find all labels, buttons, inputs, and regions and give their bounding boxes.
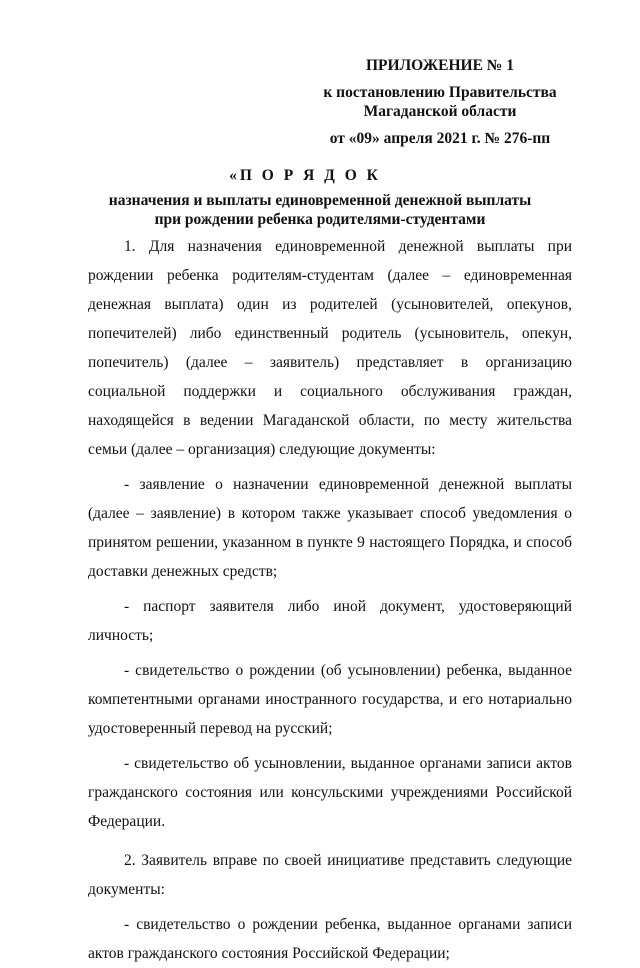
paragraph-7: - свидетельство о рождении ребенка, выданное органами записи актов гражданского состояния Российской Федерации; — [88, 916, 572, 962]
appendix-line-1: к постановлению Правительства — [323, 84, 557, 101]
appendix-line-2: Магаданской области — [363, 103, 517, 120]
appendix-header — [300, 56, 580, 148]
document-body — [88, 232, 572, 968]
paragraph-5: - свидетельство об усыновлении, выданное органами записи актов гражданского состояния или консульскими учреждениями Российской Федерации. — [88, 755, 572, 830]
paragraph-6: 2. Заявитель вправе по своей инициативе представить следующие документы: — [88, 852, 572, 898]
appendix-number: ПРИЛОЖЕНИЕ № 1 — [366, 57, 514, 74]
paragraph-3: - паспорт заявителя либо иной документ, удостоверяющий личность; — [88, 598, 572, 644]
appendix-date-line: от «09» апреля 2021 г. № 276-пп — [329, 130, 551, 147]
title-line-2: при рождении ребенка родителями-студентами — [154, 211, 486, 228]
title-heading: «П О Р Я Д О К — [229, 167, 381, 184]
document-title — [60, 166, 580, 229]
paragraph-4: - свидетельство о рождении (об усыновлении) ребенка, выданное компетентными органами иностранного государства, и его нотариально удостоверенный перевод на русский; — [88, 662, 572, 737]
paragraph-2: - заявление о назначении единовременной денежной выплаты (далее – заявление) в котором также указывает способ уведомления о принятом решении, указанном в пункте 9 настоящего Порядка, и способ доставки денежных средств; — [88, 476, 572, 580]
title-line-1: назначения и выплаты единовременной денежной выплаты — [108, 192, 532, 209]
paragraph-1: 1. Для назначения единовременной денежной выплаты при рождении ребенка родителям-студентам (далее – единовременная денежная выплата) один из родителей (усыновителей, опекунов, попечителей) либо единственный родитель (усыновитель, опекун, попечитель) (далее – заявитель) представляет в организацию социальной поддержки и социального обслуживания граждан, находящейся в ведении Магаданской области, по месту жительства семьи (далее – организация) следующие документы: — [88, 238, 572, 458]
